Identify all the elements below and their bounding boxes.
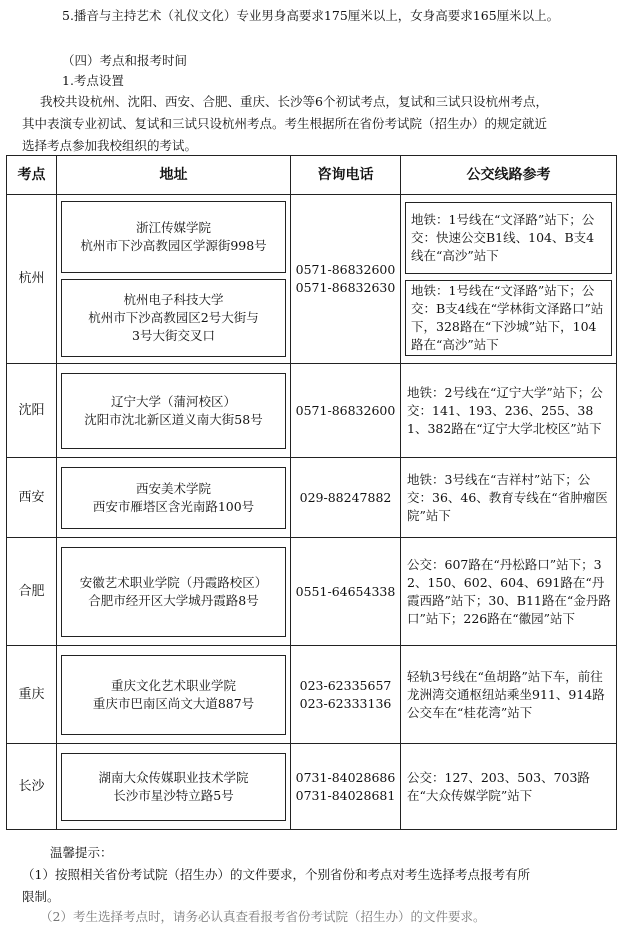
site-name: 安徽艺术职业学院（丹霞路校区） (79, 574, 268, 590)
site-address: 长沙市星沙特立路5号 (113, 787, 234, 803)
city-chongqing: 重庆 (7, 646, 57, 744)
phone-shenyang (291, 364, 401, 458)
bus-hangzhou-site-1: 地铁：1号线在“文泽路”站下；公交：快速公交B1线、104、B支4线在“高沙”站下 (405, 202, 612, 274)
city-xian: 西安 (7, 458, 57, 538)
address-cell-hangzhou (57, 195, 291, 364)
bus-hefei: 公交：607路在“丹松路口”站下；32、150、602、604、691路在“丹霞西路”站下；30、B11路在“金丹路口”站下；226路在“徽园”站下 (401, 538, 617, 646)
bus-hangzhou-site-2: 地铁：1号线在“文泽路”站下；公交：B支4线在“学林街文泽路口”站下，328路在“下沙城”站下，104路在“高沙”站下 (405, 280, 612, 356)
table-row-chongqing (7, 646, 617, 744)
phone-number: 0571-86832600 (295, 402, 396, 418)
header-address: 地址 (57, 156, 291, 195)
intro-paragraph-line-2: 其中表演专业初试、复试和三试只设杭州考点。考生根据所在省份考试院（招生办）的规定就近 (22, 116, 548, 131)
site-address: 重庆市巴南区尚文大道887号 (92, 695, 255, 711)
bus-shenyang: 地铁：2号线在“辽宁大学”站下；公交：141、193、236、255、381、382路在“辽宁大学北校区”站下 (401, 364, 617, 458)
phone-number: 0571-86832630 (295, 280, 396, 295)
address-hangzhou-site-1 (61, 201, 286, 273)
bus-xian: 地铁：3号线在“吉祥村”站下；公交：36、46、教育专线在“省肿瘤医院”站下 (401, 458, 617, 538)
tip-item-1-line-1: （1）按照相关省份考试院（招生办）的文件要求，个别省份和考点对考生选择考点报考有所 (22, 867, 530, 882)
phone-number: 029-88247882 (299, 489, 392, 505)
bus-changsha: 公交：127、203、503、703路在“大众传媒学院”站下 (401, 744, 617, 830)
phone-changsha (291, 744, 401, 830)
city-changsha: 长沙 (7, 744, 57, 830)
address-box (61, 753, 286, 821)
table-row-hangzhou (7, 195, 617, 364)
phone-hangzhou (291, 195, 401, 364)
site-name: 浙江传媒学院 (135, 220, 211, 235)
table-row-shenyang (7, 364, 617, 458)
table-row-xian (7, 458, 617, 538)
subsection-heading-site-setup: 1.考点设置 (62, 73, 124, 88)
tips-heading: 温馨提示： (50, 845, 113, 860)
address-cell-shenyang (57, 364, 291, 458)
address-cell-xian (57, 458, 291, 538)
site-address: 杭州市下沙高教园区学源街998号 (80, 238, 267, 253)
header-site: 考点 (7, 156, 57, 195)
table-row-changsha (7, 744, 617, 830)
phone-number: 0551-64654338 (295, 583, 396, 599)
site-name: 湖南大众传媒职业技术学院 (98, 769, 249, 785)
site-name: 西安美术学院 (135, 480, 211, 496)
section-heading-exam-sites: （四）考点和报考时间 (62, 53, 188, 68)
city-shenyang: 沈阳 (7, 364, 57, 458)
phone-chongqing (291, 646, 401, 744)
city-hangzhou: 杭州 (7, 195, 57, 364)
phone-xian (291, 458, 401, 538)
header-bus-route: 公交线路参考 (401, 156, 617, 195)
address-box (61, 547, 286, 637)
bus-cell-hangzhou (401, 195, 617, 364)
site-address: 沈阳市沈北新区道义南大街58号 (84, 411, 263, 427)
site-address: 合肥市经开区大学城丹霞路8号 (88, 592, 259, 608)
intro-paragraph-line-3: 选择考点参加我校组织的考试。 (22, 138, 198, 153)
bus-chongqing: 轻轨3号线在“鱼胡路”站下车，前往龙洲湾交通枢纽站乘坐911、914路公交车在“桂花湾”站下 (401, 646, 617, 744)
table-header-row (7, 156, 617, 195)
phone-number: 0731-84028686 (295, 769, 396, 785)
site-name: 辽宁大学（蒲河校区） (110, 393, 236, 409)
address-cell-chongqing (57, 646, 291, 744)
phone-number: 0731-84028681 (295, 787, 396, 803)
phone-number: 023-62335657 (299, 677, 392, 693)
site-name: 杭州电子科技大学 (123, 292, 224, 307)
address-box (61, 467, 286, 529)
city-hefei: 合肥 (7, 538, 57, 646)
site-name: 重庆文化艺术职业学院 (110, 677, 236, 693)
phone-number: 023-62333136 (299, 695, 392, 711)
paragraph-height-requirement: 5.播音与主持艺术（礼仪文化）专业男身高要求175厘米以上，女身高要求165厘米以上。 (62, 8, 560, 23)
address-box (61, 373, 286, 449)
address-cell-changsha (57, 744, 291, 830)
phone-hefei (291, 538, 401, 646)
site-address: 西安市雁塔区含光南路100号 (92, 498, 255, 514)
table-row-hefei (7, 538, 617, 646)
exam-site-table (6, 155, 617, 830)
address-cell-hefei (57, 538, 291, 646)
site-address: 杭州市下沙高教园区2号大街与 (88, 310, 259, 325)
header-phone: 咨询电话 (291, 156, 401, 195)
address-hangzhou-site-2 (61, 279, 286, 357)
intro-paragraph-line-1: 我校共设杭州、沈阳、西安、合肥、重庆、长沙等6个初试考点，复试和三试只设杭州考点， (40, 94, 548, 109)
site-address-cont: 3号大街交叉口 (132, 328, 215, 343)
phone-number: 0571-86832600 (295, 262, 396, 277)
tip-item-2-partial: （2）考生选择考点时，请务必认真查看报考省份考试院（招生办）的文件要求。 (40, 909, 486, 924)
tip-item-1-line-2: 限制。 (22, 889, 60, 904)
address-box (61, 655, 286, 735)
